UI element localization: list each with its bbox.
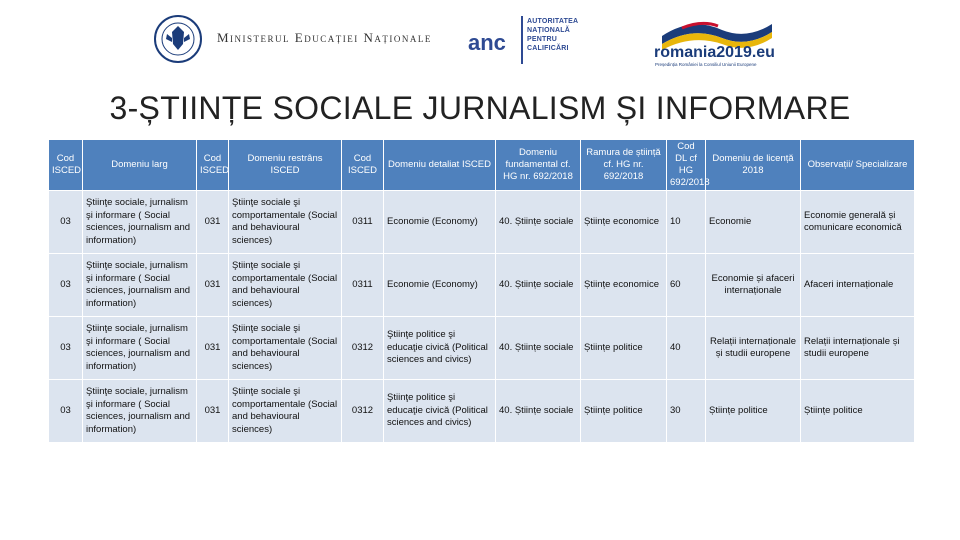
ministry-name: Ministerul Educației Naționale [217,30,432,45]
cell-domeniu-larg: Ştiinţe sociale, jurnalism şi informare ( Social sciences, journalism and information) [83,191,197,254]
cell-domeniu-restrans: Ştiinţe sociale şi comportamentale (Social and behavioural sciences) [229,191,342,254]
cell-cod-isced-3: 0311 [342,254,384,317]
cell-cod-isced-2: 031 [197,317,229,380]
cell-domeniu-fundamental: 40. Științe sociale [496,317,581,380]
table-row [49,254,915,317]
cell-domeniu-licenta: Economie și afaceri internaționale [706,254,801,317]
cell-cod-dl: 40 [667,317,706,380]
cell-cod-isced: 03 [49,317,83,380]
cell-domeniu-licenta: Relații internaționale și studii europene [706,317,801,380]
anc-authority-name: AUTORITATEA NAȚIONALĂ PENTRU CALIFICĂRI [527,18,579,52]
cell-domeniu-larg: Ştiinţe sociale, jurnalism şi informare ( Social sciences, journalism and information) [83,254,197,317]
cell-domeniu-fundamental: 40. Științe sociale [496,380,581,443]
cell-ramura: Științe politice [581,380,667,443]
header-cod-isced: Cod ISCED [49,140,83,191]
cell-domeniu-fundamental: 40. Științe sociale [496,254,581,317]
header-domeniu-licenta: Domeniu de licență 2018 [706,140,801,191]
cell-cod-dl: 60 [667,254,706,317]
cell-domeniu-larg: Ştiinţe sociale, jurnalism şi informare ( Social sciences, journalism and information) [83,380,197,443]
cell-domeniu-fundamental: 40. Științe sociale [496,191,581,254]
cell-domeniu-licenta: Științe politice [706,380,801,443]
cell-domeniu-detaliat: Ştiinţe politice şi educaţie civică (Political sciences and civics) [384,380,496,443]
header-cod-isced-2: Cod ISCED [197,140,229,191]
header-observatii: Observații/ Specializare [801,140,915,191]
cell-observatii: Științe politice [801,380,915,443]
cell-ramura: Științe economice [581,191,667,254]
header-domeniu-fundamental: Domeniu fundamental cf. HG nr. 692/2018 [496,140,581,191]
presidency-subtitle: Președinția României la Consiliul Uniunii Europene [655,62,757,67]
page-title: 3-ȘTIINȚE SOCIALE JURNALISM ȘI INFORMARE [109,90,851,126]
cell-cod-isced-3: 0312 [342,317,384,380]
cell-cod-isced: 03 [49,380,83,443]
table-row [49,380,915,443]
cell-cod-dl: 10 [667,191,706,254]
cell-domeniu-detaliat: Ştiinţe politice şi educaţie civică (Political sciences and civics) [384,317,496,380]
cell-observatii: Relații internaționale și studii europene [801,317,915,380]
anc-logo: anc [468,30,506,55]
government-crest-icon [153,14,203,64]
cell-domeniu-restrans: Ştiinţe sociale şi comportamentale (Social and behavioural sciences) [229,380,342,443]
logo-divider [521,16,523,64]
header-ramura: Ramura de știință cf. HG nr. 692/2018 [581,140,667,191]
header-domeniu-detaliat: Domeniu detaliat ISCED [384,140,496,191]
cell-cod-dl: 30 [667,380,706,443]
cell-domeniu-detaliat: Economie (Economy) [384,191,496,254]
cell-domeniu-restrans: Ştiinţe sociale şi comportamentale (Social and behavioural sciences) [229,254,342,317]
header-cod-isced-3: Cod ISCED [342,140,384,191]
cell-ramura: Științe politice [581,317,667,380]
table-row [49,317,915,380]
table-header-row [49,140,915,191]
cell-observatii: Economie generală și comunicare economică [801,191,915,254]
cell-observatii: Afaceri internaționale [801,254,915,317]
header-domeniu-larg: Domeniu larg [83,140,197,191]
cell-cod-isced: 03 [49,191,83,254]
isced-table [48,139,915,443]
table-row [49,191,915,254]
cell-cod-isced-2: 031 [197,254,229,317]
cell-cod-isced-2: 031 [197,380,229,443]
cell-domeniu-detaliat: Economie (Economy) [384,254,496,317]
cell-cod-isced-3: 0312 [342,380,384,443]
cell-domeniu-restrans: Ştiinţe sociale şi comportamentale (Social and behavioural sciences) [229,317,342,380]
cell-cod-isced-3: 0311 [342,191,384,254]
header-cod-dl: Cod DL cf HG 692/2018 [667,140,706,191]
header-domeniu-restrans: Domeniu restrâns ISCED [229,140,342,191]
cell-cod-isced-2: 031 [197,191,229,254]
cell-ramura: Științe economice [581,254,667,317]
cell-cod-isced: 03 [49,254,83,317]
cell-domeniu-larg: Ştiinţe sociale, jurnalism şi informare ( Social sciences, journalism and information) [83,317,197,380]
presidency-logo-text: romania2019.eu [654,44,775,61]
cell-domeniu-licenta: Economie [706,191,801,254]
